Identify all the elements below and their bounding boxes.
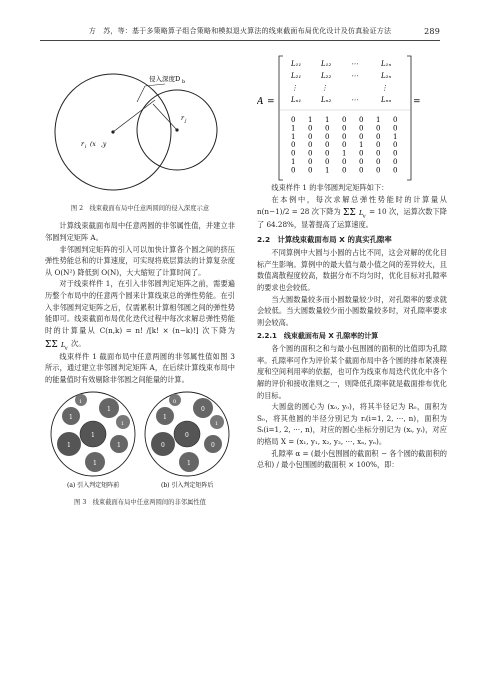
matrix-numeric-cell: 1 xyxy=(376,116,381,124)
paragraph xyxy=(45,278,235,350)
matrix-symbolic-cell: L₂₂ xyxy=(321,72,332,80)
paragraph-text: 在本例中，每次求解总弹性势能时的计算量从 n(n−1)/2 = 28 次下降为 xyxy=(257,194,447,217)
matrix-numeric-cell: 0 xyxy=(376,149,381,158)
paragraph: 各个圆的面积之和与最小包围圆的面积的比值即为孔隙率。孔隙率可作为评价某个截面布局中各个圆的排布紧凑程度和空间利用率的依据，也可作为线束布局迭代优化中各个解的评价和接收准则之一，则降低孔隙率就是截面排布优化的目标。 xyxy=(257,343,447,400)
running-header xyxy=(40,26,440,41)
circle-label: 0 xyxy=(173,398,177,405)
matrix-numeric-cell: 0 xyxy=(308,158,313,166)
matrix-numeric-cell: 0 xyxy=(393,149,398,158)
matrix-numeric-cell: 0 xyxy=(291,149,296,158)
paragraph: 计算线束截面布局中任意两圆的非邻属性值，并建立非邻圆判定矩阵 A。 xyxy=(45,221,235,242)
circle-label: 1 xyxy=(187,459,191,467)
svg-text:L: L xyxy=(61,340,66,349)
circle-label: 0 xyxy=(161,441,165,449)
matrix-numeric-cell: 0 xyxy=(325,124,330,133)
label-rj-sub: j xyxy=(185,119,187,124)
label-intrusion-depth-sub: b xyxy=(182,79,186,85)
label-ri-coord: (x xyxy=(90,141,96,148)
circle-label: 1 xyxy=(67,441,71,449)
matrix-numeric-cell: 0 xyxy=(308,132,313,141)
double-sum-formula xyxy=(45,337,71,351)
matrix-symbolic-cell: ⋯ xyxy=(351,72,358,80)
figure-2-caption: 图 2 线束截面布局中任意两圆间的侵入深度示意 xyxy=(70,205,210,212)
figure-3-non-adjacent-values xyxy=(45,386,235,496)
matrix-numeric-cell: 1 xyxy=(393,132,398,141)
matrix-numeric-cell: 0 xyxy=(393,116,398,124)
matrix-numeric-cell: 0 xyxy=(325,149,330,158)
matrix-numeric-cell: 0 xyxy=(376,141,381,150)
section-heading-2-2: 2.2 计算线束截面布局 X 的真实孔隙率 xyxy=(257,234,392,244)
matrix-numeric-cell: 0 xyxy=(359,124,364,133)
label-ri: r xyxy=(81,141,84,148)
matrix-symbolic-cell: L₂ₙ xyxy=(381,72,392,80)
non-adjacent-matrix xyxy=(257,52,447,182)
paragraph-tail: = 10 次，运算次数下降了 64.28%，显著提高了运算速度。 xyxy=(257,207,447,230)
matrix-numeric-cell: 0 xyxy=(393,124,398,133)
matrix-symbolic-cell: L₁₂ xyxy=(321,60,332,68)
circle-label: 1 xyxy=(215,420,219,427)
label-ri-coord2: ,y xyxy=(101,141,107,148)
matrix-symbolic-cell: L₂₁ xyxy=(291,72,302,80)
matrix-numeric-cell: 0 xyxy=(342,116,347,124)
matrix-numeric-cell: 0 xyxy=(359,166,364,175)
matrix-symbolic-cell: ⋯ xyxy=(351,60,358,68)
page-number: 289 xyxy=(424,27,440,36)
matrix-numeric-cell: 0 xyxy=(308,141,313,150)
circle-label: 1 xyxy=(117,441,121,449)
matrix-numeric-cell: 0 xyxy=(359,116,364,124)
matrix-numeric-cell: 0 xyxy=(291,141,296,150)
matrix-symbolic-cell: ⋮ xyxy=(381,84,388,92)
matrix-numeric-cell: 0 xyxy=(342,158,347,166)
paragraph-text: 对于线束样件 1，在引入非邻圆判定矩阵之前，需要遍历整个布局中的任意两个圆来计算线束总的弹性势能。在引入非邻圆判定矩阵之后，仅需累积计算相邻圆之间的弹性势能即可。线束截面布局优化迭代过程中每次求解总弹性势能时的计算量从 C(n,k) = n! /[k! × (n−k)!] 次下降为 xyxy=(45,279,235,336)
matrix-numeric-cell: 0 xyxy=(376,158,381,166)
matrix-numeric-cell: 0 xyxy=(393,158,398,166)
matrix-numeric-cell: 0 xyxy=(308,149,313,158)
paragraph: 线束样件 1 的非邻圆判定矩阵如下： xyxy=(271,183,389,192)
svg-text:=: = xyxy=(267,97,275,107)
matrix-symbolic-cell: Lₙₙ xyxy=(381,96,392,104)
circle-label: 1 xyxy=(163,413,167,421)
matrix-numeric-cell: 1 xyxy=(325,116,330,124)
left-column xyxy=(45,52,235,514)
subfigure-b-label: (b) 引入判定矩阵后 xyxy=(161,481,214,489)
label-intrusion-depth: 侵入深度D xyxy=(149,75,181,83)
paragraph: 孔隙率 α = (最小包围圆的截面积 − 各个圆的截面积的总和) / 最小包围圆的截面积 × 100%，即： xyxy=(257,448,447,470)
circle-label: 1 xyxy=(93,459,97,467)
matrix-symbolic-cell: ⋯ xyxy=(351,96,358,104)
matrix-symbolic-cell: ⋮ xyxy=(291,84,298,92)
subfigure-a-label: (a) 引入判定矩阵前 xyxy=(67,481,120,489)
matrix-numeric-cell: 1 xyxy=(291,124,296,133)
circle-label: 1 xyxy=(79,398,83,405)
svg-text:ij: ij xyxy=(65,344,68,350)
circle-label: 0 xyxy=(185,431,189,439)
matrix-symbolic-cell: L₁₁ xyxy=(291,60,302,68)
matrix-numeric-cell: 0 xyxy=(342,124,347,133)
double-sum-formula xyxy=(343,205,369,219)
figure-2-intrusion-depth-diagram xyxy=(45,52,235,202)
paragraph: 当大圆数量较多而小圆数量较少时，对孔隙率的要求就会较低。当大圆数量较少而小圆数量较多时，对孔隙率要求则会较高。 xyxy=(257,294,447,327)
paragraph: 线束样件 1 截面布局中任意两圆的非邻属性值如图 3 所示，通过建立非邻圆判定矩阵 A，在后续计算线束布局中的能量值时有效剔除非邻圆之间能量的计算。 xyxy=(45,351,235,385)
circle-label: 0 xyxy=(211,441,215,449)
paragraph: 大圆盘的圆心为 (x₀, y₀)，将其半径记为 R₀，面积为 S₀，将其他圆的半径分别记为 rᵢ(i=1, 2, ⋯, n)，面积为 Sᵢ(i=1, 2, ⋯, n)，对应的圆心坐标分别记为 (xᵢ, yᵢ)，对应的格局 X = (x₁, y₁, x₂, y₂, ⋯, xₙ, yₙ)。 xyxy=(257,402,447,447)
matrix-numeric-cell: 0 xyxy=(308,124,313,133)
svg-text:=: = xyxy=(413,97,421,107)
paragraph: 不同算例中大圆与小圆的占比不同，这会对解的优化目标产生影响。算例中的最大值与最小值之间的差异较大，且数值离散程度较高，数据分布不均匀时，优化目标对孔隙率的要求也会较低。 xyxy=(257,247,447,292)
matrix-numeric-cell: 1 xyxy=(325,166,330,175)
matrix-numeric-cell: 0 xyxy=(376,166,381,175)
right-column xyxy=(257,52,447,471)
matrix-numeric-part xyxy=(291,116,397,174)
matrix-symbolic-cell: ⋮ xyxy=(321,84,328,92)
matrix-symbolic-cell: Lₙ₁ xyxy=(291,96,302,104)
circle-label: 0 xyxy=(201,405,205,413)
matrix-numeric-cell: 0 xyxy=(308,166,313,175)
matrix-numeric-cell: 0 xyxy=(342,141,347,150)
matrix-numeric-cell: 0 xyxy=(376,132,381,141)
matrix-numeric-cell: 1 xyxy=(308,116,313,124)
matrix-symbolic-part xyxy=(290,60,391,104)
paragraph-tail: 次。 xyxy=(71,338,86,348)
matrix-numeric-cell: 0 xyxy=(393,141,398,150)
matrix-numeric-cell: 1 xyxy=(291,132,296,141)
circle-label: 1 xyxy=(91,431,95,439)
svg-text:L: L xyxy=(359,209,364,218)
circle-label: 1 xyxy=(121,420,125,427)
section-heading-2-2-1: 2.2.1 线束截面布局 X 孔隙率的计算 xyxy=(257,331,379,340)
svg-text:ΣΣ: ΣΣ xyxy=(343,208,356,219)
figure-3-caption: 图 3 线束截面布局中任意两圆间的非邻属性值 xyxy=(74,498,206,506)
matrix-numeric-cell: 0 xyxy=(325,158,330,166)
matrix-numeric-cell: 1 xyxy=(291,158,296,166)
matrix-numeric-cell: 0 xyxy=(291,116,296,124)
matrix-numeric-cell: 0 xyxy=(291,166,296,175)
matrix-symbolic-cell: Lₙ₂ xyxy=(321,96,332,104)
matrix-numeric-cell: 0 xyxy=(393,166,398,175)
circle-label: 1 xyxy=(69,413,73,421)
matrix-numeric-cell: 1 xyxy=(342,149,347,158)
matrix-numeric-cell: 0 xyxy=(359,149,364,158)
matrix-numeric-cell: 0 xyxy=(359,158,364,166)
matrix-symbolic-cell: L₁ₙ xyxy=(381,60,392,68)
svg-text:ΣΣ: ΣΣ xyxy=(45,339,58,350)
matrix-numeric-cell: 0 xyxy=(325,132,330,141)
matrix-lhs: A xyxy=(257,97,264,107)
matrix-numeric-cell: 1 xyxy=(359,141,364,150)
paragraph xyxy=(257,194,447,231)
running-title: 方 苏，等：基于多策略算子组合策略和模拟退火算法的线束截面布局优化设计及仿真验证方法 xyxy=(88,27,392,35)
matrix-numeric-cell: 0 xyxy=(325,141,330,150)
matrix-numeric-cell: 0 xyxy=(376,124,381,133)
label-rj: r xyxy=(181,115,184,122)
svg-text:ij: ij xyxy=(363,213,366,219)
circle-label: 1 xyxy=(107,405,111,413)
label-ri-sub: i xyxy=(85,145,87,150)
matrix-numeric-cell: 0 xyxy=(342,166,347,175)
matrix-numeric-cell: 0 xyxy=(342,132,347,141)
paragraph: 非邻圆判定矩阵的引入可以加快计算各个圆之间的挤压弹性势能总和的计算速度，可实现将底层算法的计算复杂度从 O(N²) 降低到 O(N)，大大缩短了计算时间了。 xyxy=(45,244,235,277)
matrix-numeric-cell: 0 xyxy=(359,132,364,141)
